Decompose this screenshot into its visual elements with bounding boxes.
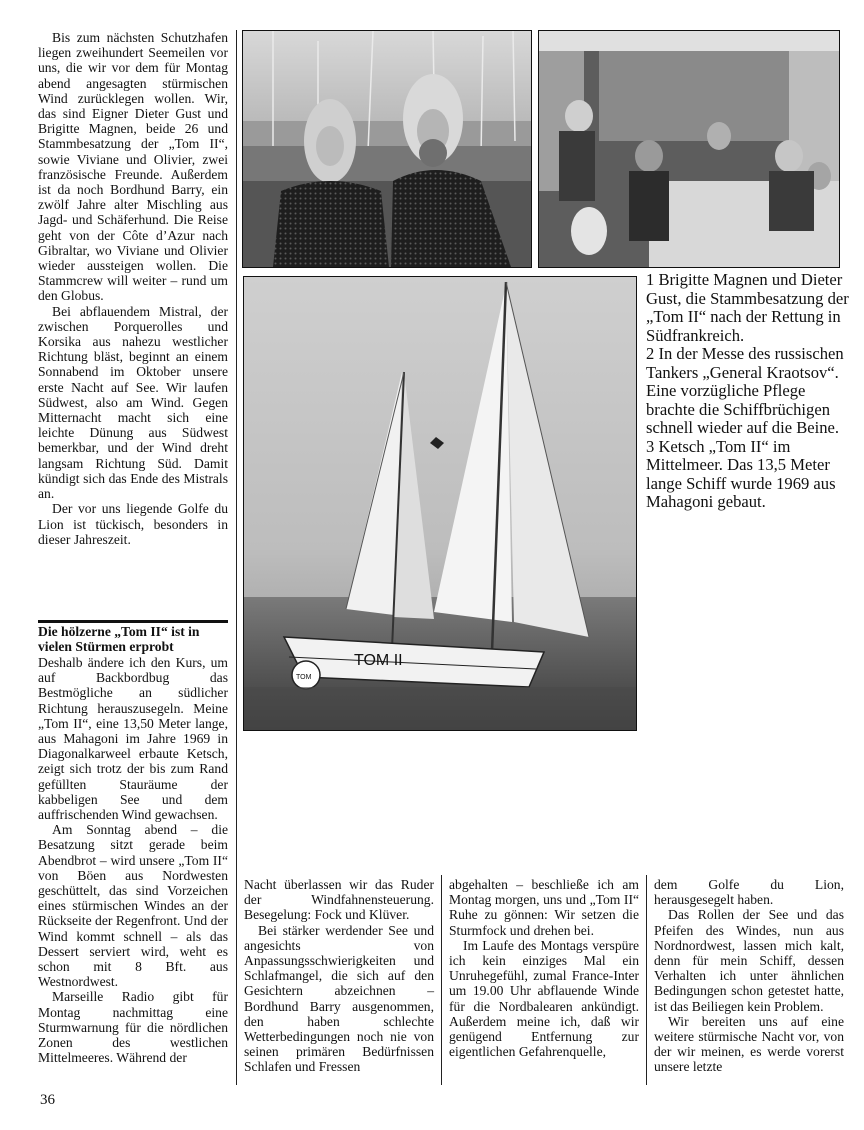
paragraph: Im Laufe des Montags verspüre ich kein einziges Mal ein Unruhegefühl, zumal France-Inter um 19.00 Uhr abflauende Winde für die Nordbalearen ankündigt. Außerdem meine ich, daß wir genügend Entfernung zur eigentlichen Gefahrenquelle, [449,937,639,1060]
paragraph: Deshalb ändere ich den Kurs, um auf Backbordbug das Bestmögliche an südlicher Richtung herauszusegeln. Meine „Tom II“, eine 13,50 Meter lange, aus Mahagoni im Jahre 1969 in Diagonalkarweel erbaute Ketsch, zeigt sich trotz der bis zum Rand gefüllten Stauräume der kabbeligen See und dem auffrischenden Wind gewachsen. [38,655,228,823]
section-headline: Die hölzerne „Tom II“ ist in vielen Stürmen erprobt [38,620,228,654]
paragraph: dem Golfe du Lion, herausgesegelt haben. [654,877,844,908]
paragraph: Am Sonntag abend – die Besatzung sitzt gerade beim Abendbrot – wird unsere „Tom II“ von Böen aus Nordwesten geschüttelt, das sind Vorzeichen eines stürmischen Windes an der Rückseite der Regenfront. Und der Wind kommt schnell – als das Dessert serviert wird, weht es schon mit 8 Bft. aus Westnordwest. [38,822,228,990]
article-column-1-bottom [38,655,228,1065]
article-column-1-top [38,30,228,547]
photo-captions [646,271,850,512]
paragraph: Der vor uns liegende Golfe du Lion ist tückisch, besonders in dieser Jahreszeit. [38,501,228,547]
article-column-2 [244,877,434,1075]
column-rule [646,875,647,1085]
paragraph: Wir bereiten uns auf eine weitere stürmische Nacht vor, von der wir meinen, es werde vorerst unsere letzte [654,1013,844,1075]
paragraph: Bei abflauendem Mistral, der zwischen Porquerolles und Korsika aus nahezu westlicher Richtung bläst, beginnt an einem Sonnabend im Oktober unsere erste Nacht auf See. Wir laufen Südwest, also am Wind. Gegen Mitternacht macht sich eine leichte Dünung aus Südwest bemerkbar, und der Wind dreht langsam Richtung Süd. Damit kündigt sich das Ende des Mistrals an. [38,303,228,502]
article-column-3 [449,877,639,1059]
paragraph: Marseille Radio gibt für Montag nachmittag eine Sturmwarnung für die nördlichen Zonen des westlichen Mittelmeeres. Während der [38,989,228,1066]
page-number: 36 [40,1092,55,1108]
photo-ketch-tom-ii [243,276,637,731]
column-rule [236,30,237,1085]
article-column-4 [654,877,844,1075]
photo-crew-portrait [242,30,532,268]
photo-tanker-mess [538,30,840,268]
paragraph: Das Rollen der See und das Pfeifen des Windes, nun aus Nordnordwest, lassen mich kalt, denn für mein Schiff, dessen Verhalten ich unter ähnlichen Bedingungen schon getestet hatte, ist das Beiliegen kein Problem. [654,907,844,1014]
caption-3: 3 Ketsch „Tom II“ im Mittelmeer. Das 13,5 Meter lange Schiff wurde 1969 aus Mahagoni gebaut. [646,436,836,511]
boat-name-label: TOM II [354,652,403,669]
paragraph: abgehalten – beschließe ich am Montag morgen, uns und „Tom II“ Ruhe zu gönnen: Wir setzen die Sturmfock und drehen bei. [449,877,639,938]
caption-2: 2 In der Messe des russischen Tankers „General Kraotsov“. Eine vorzügliche Pflege brachte die Schiffbrüchigen schnell wieder auf die Beine. [646,344,844,437]
photo-ketch-tom-ii-image [244,277,636,730]
paragraph: Bis zum nächsten Schutzhafen liegen zweihundert Seemeilen vor uns, die wir vor dem für Montag abend angesagten stürmischen Wind zurücklegen wollen. Wir, das sind Eigner Dieter Gust und Brigitte Magnen, beide 26 und Stammbesatzung der „Tom II“, sowie Viviane und Olivier, zwei französische Freunde. Außerdem ist da noch Bordhund Barry, ein zwölf Jahre alter Mischling aus Jagd- und Schäferhund. Die Reise geht von der Côte d’Azur nach Gibraltar, wo Viviane und Olivier wieder aussteigen wollen. Die Stammcrew will weiter – rund um den Globus. [38,30,228,304]
photo-crew-portrait-image [243,31,531,267]
paragraph: Bei stärker werdender See und angesichts von Anpassungsschwierigkeiten und Schlafmangel, die sich auf den Gesichtern abzeichnen – Bordhund Barry ausgenommen, den haben schlechte Wetterbedingungen noch nie von seinen primären Bedürfnissen Schlafen und Fressen [244,922,434,1075]
column-rule [441,875,442,1085]
lifebuoy-label: TOM [296,674,312,681]
caption-1: 1 Brigitte Magnen und Dieter Gust, die Stammbesatzung der „Tom II“ nach der Rettung in Südfrankreich. [646,270,849,345]
photo-tanker-mess-image [539,31,839,267]
paragraph: Nacht überlassen wir das Ruder der Windfahnensteuerung. Besegelung: Fock und Klüver. [244,877,434,923]
